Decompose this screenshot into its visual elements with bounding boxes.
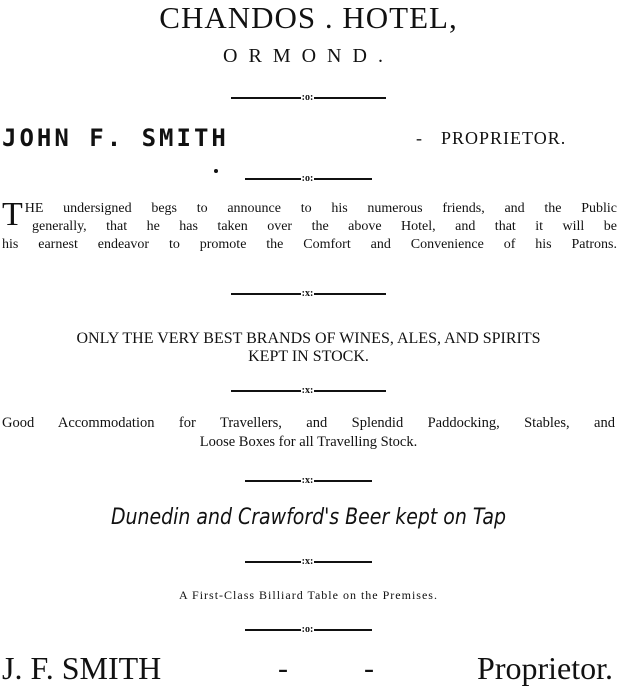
town-name: ORMOND. xyxy=(223,45,394,67)
rule-bar-right xyxy=(314,629,372,631)
separator-rule xyxy=(0,474,617,488)
rule-bar-right xyxy=(314,293,386,295)
separator-rule xyxy=(0,384,617,398)
separator-rule xyxy=(0,91,617,105)
proprietor-dash: - xyxy=(416,128,422,148)
rule-ornament: :x: xyxy=(301,288,314,299)
footer-dash: - xyxy=(278,652,288,685)
rule-bar-right xyxy=(314,561,372,563)
rule-bar-left xyxy=(245,629,301,631)
announcement-line: HE undersigned begs to announce to his numerous friends, and the Public xyxy=(24,201,617,216)
rule-ornament: :x: xyxy=(301,385,314,396)
billiard-notice: A First-Class Billiard Table on the Premises. xyxy=(179,588,438,602)
rule-bar-left xyxy=(245,561,301,563)
proprietor-line xyxy=(0,124,617,154)
footer-signature xyxy=(0,650,617,690)
brands-line: KEPT IN STOCK. xyxy=(248,348,369,365)
separator-rule xyxy=(0,172,617,186)
rule-bar-right xyxy=(314,97,386,99)
rule-bar-right xyxy=(314,178,372,180)
announcement-line: generally, that he has taken over the above Hotel, and that it will be xyxy=(32,219,617,234)
beer-notice: Dunedin and Crawford's Beer kept on Tap xyxy=(110,505,507,530)
drop-cap: T xyxy=(2,196,23,233)
rule-ornament: :o: xyxy=(301,92,314,103)
announcement-line: his earnest endeavor to promote the Comfort and Convenience of his Patrons. xyxy=(2,237,617,252)
footer-title: Proprietor. xyxy=(477,650,613,686)
accommodation-line: Good Accommodation for Travellers, and Splendid Paddocking, Stables, and xyxy=(2,415,615,431)
brands-notice xyxy=(0,330,617,366)
rule-bar-left xyxy=(231,97,301,99)
separator-rule xyxy=(0,623,617,637)
accommodation-notice xyxy=(0,414,617,452)
rule-bar-left xyxy=(231,390,301,392)
announcement-paragraph xyxy=(2,196,617,254)
rule-bar-left xyxy=(245,480,301,482)
rule-bar-left xyxy=(231,293,301,295)
rule-bar-right xyxy=(314,480,372,482)
separator-rule xyxy=(0,287,617,301)
brands-line: ONLY THE VERY BEST BRANDS OF WINES, ALES, AND SPIRITS xyxy=(76,330,541,347)
proprietor-name: JOHN F. SMITH xyxy=(2,124,229,152)
proprietor-title: PROPRIETOR. xyxy=(441,128,567,148)
rule-ornament: :x: xyxy=(301,475,314,486)
rule-bar-right xyxy=(314,390,386,392)
hotel-name: CHANDOS . HOTEL, xyxy=(159,0,458,35)
rule-ornament: :x: xyxy=(301,556,314,567)
rule-ornament: :o: xyxy=(301,624,314,635)
footer-name: J. F. SMITH xyxy=(2,650,162,686)
accommodation-line: Loose Boxes for all Travelling Stock. xyxy=(199,434,418,450)
separator-rule xyxy=(0,555,617,569)
rule-ornament: :o: xyxy=(301,173,314,184)
footer-dash: - xyxy=(364,652,374,685)
rule-bar-left xyxy=(245,178,301,180)
